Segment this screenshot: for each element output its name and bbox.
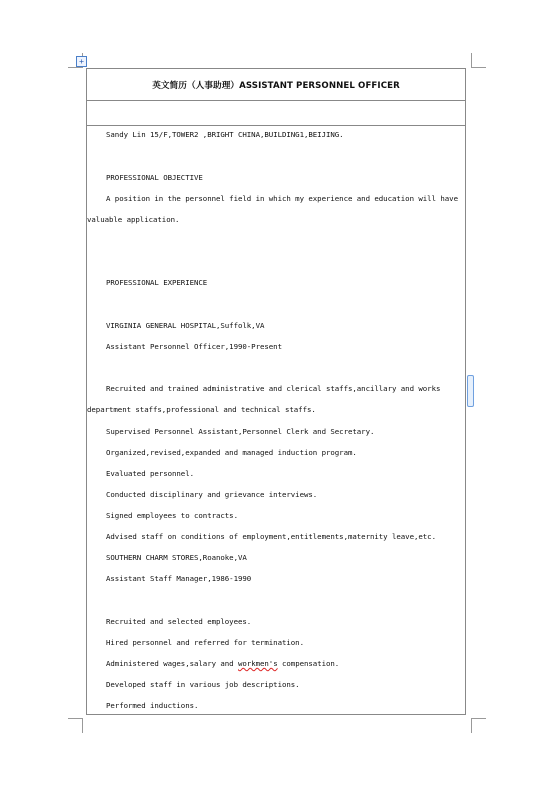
text-line: Sandy Lin 15/F,TOWER2 ,BRIGHT CHINA,BUILDING1,BEIJING.	[106, 130, 344, 139]
text-line: A position in the personnel field in which my experience and education will have	[106, 194, 458, 203]
text-line: Evaluated personnel.	[106, 469, 194, 478]
text-line: Assistant Personnel Officer,1990-Present	[106, 342, 282, 351]
text-line: Recruited and selected employees.	[106, 617, 252, 626]
text-line: valuable application.	[87, 215, 180, 224]
empty-table-row[interactable]	[87, 101, 465, 126]
text-line: VIRGINIA GENERAL HOSPITAL,Suffolk,VA	[106, 321, 265, 330]
text-line: SOUTHERN CHARM STORES,Roanoke,VA	[106, 553, 247, 562]
crop-mark-bottom-right	[471, 718, 486, 733]
text-line: PROFESSIONAL OBJECTIVE	[106, 173, 203, 182]
crop-mark-top-right	[471, 53, 486, 68]
text-line: Organized,revised,expanded and managed induction program.	[106, 448, 357, 457]
text-line: Supervised Personnel Assistant,Personnel Clerk and Secretary.	[106, 427, 375, 436]
text-line: Administered wages,salary and workmen's compensation.	[106, 659, 340, 668]
spellcheck-flag[interactable]: workmen's	[238, 659, 278, 668]
document-body[interactable]	[87, 126, 465, 716]
text-line: Hired personnel and referred for termination.	[106, 638, 304, 647]
text-line: Performed inductions.	[106, 701, 199, 710]
text-line: Signed employees to contracts.	[106, 511, 238, 520]
crop-mark-bottom-left	[68, 718, 83, 733]
table-move-handle-icon[interactable]: +	[76, 56, 87, 67]
text-line: Conducted disciplinary and grievance interviews.	[106, 490, 318, 499]
text-line: Advised staff on conditions of employment,entitlements,maternity leave,etc.	[106, 532, 436, 541]
text-line: PROFESSIONAL EXPERIENCE	[106, 278, 208, 287]
document-title: 英文简历（人事助理）ASSISTANT PERSONNEL OFFICER	[87, 69, 465, 101]
document-table	[86, 68, 466, 715]
table-resize-handle[interactable]	[467, 375, 474, 407]
text-line: Developed staff in various job descriptions.	[106, 680, 300, 689]
text-line: Recruited and trained administrative and clerical staffs,ancillary and works	[106, 384, 441, 393]
text-line: Assistant Staff Manager,1986-1990	[106, 574, 252, 583]
text-line: department staffs,professional and technical staffs.	[87, 405, 316, 414]
